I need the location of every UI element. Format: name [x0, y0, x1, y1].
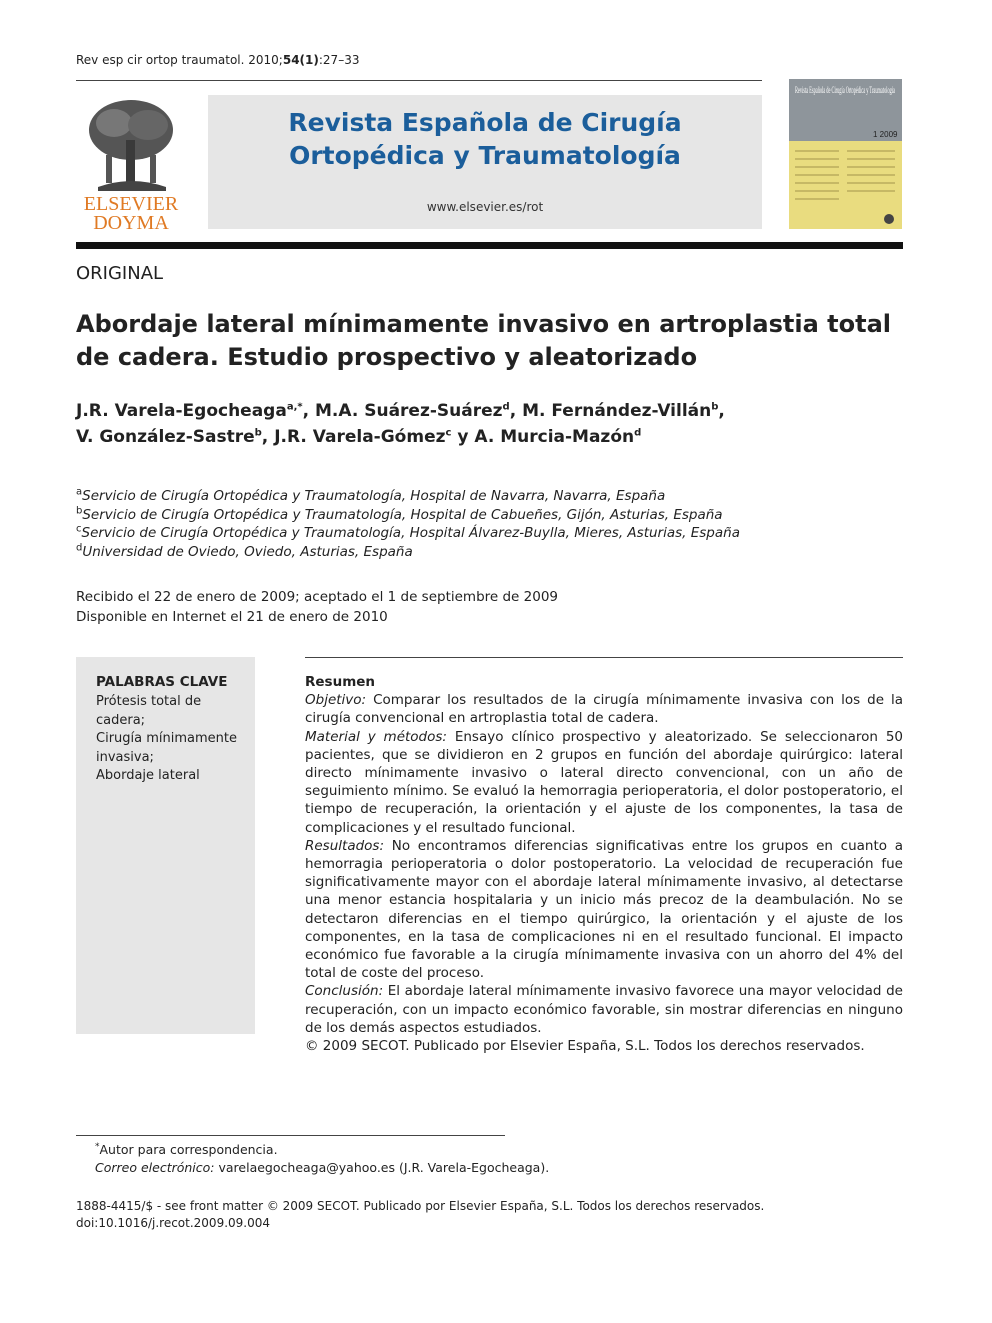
author-name: M. Fernández-Villán [522, 401, 712, 421]
author-name: J.R. Varela-Egocheaga [76, 401, 287, 421]
citation-volume: 54(1) [282, 53, 319, 67]
footnote-rule [76, 1135, 505, 1136]
doi-line[interactable]: doi:10.1016/j.recot.2009.09.004 [76, 1216, 271, 1230]
email-label: Correo electrónico: [95, 1160, 215, 1175]
author-affiliation-mark: b [711, 401, 719, 413]
objective-label: Objetivo: [305, 692, 367, 709]
affiliation-item [76, 487, 896, 506]
affiliation-mark: c [76, 523, 82, 535]
results-text: No encontramos diferencias significativas entre los grupos en cuanto a hemorragia perioperatoria o dolor postoperatorio. La velocidad de recuperación fue significativamente mayor con el abordaje lateral mínimamente invasivo, al detectarse una menor estancia hospitalaria y un inicio más precoz de la deambulación. No se detectaron diferencias en el tiempo quirúrgico, la orientación y el ajuste de los componentes, en la tasa de complicaciones ni en el resultado funcional. El impacto económico fue favorable a la cirugía mínimamente invasiva con un ahorro del 4% del total de coste del proceso. [305, 837, 903, 982]
cover-issue: 1 2009 [873, 130, 898, 139]
author-name: V. González-Sastre [76, 427, 255, 447]
corresponding-mark: * [95, 1141, 100, 1152]
logo-text-elsevier: ELSEVIER [83, 193, 179, 215]
results-label: Resultados: [305, 837, 385, 854]
corresponding-author-note [95, 1141, 549, 1159]
affiliation-mark: b [76, 505, 83, 516]
issn-line: 1888-4415/$ - see front matter © 2009 SECOT. Publicado por Elsevier España, S.L. Todos los derechos reservados. [76, 1199, 765, 1213]
affiliation-item [76, 524, 896, 543]
abstract-copyright: © 2009 SECOT. Publicado por Elsevier España, S.L. Todos los derechos reservados. [305, 1038, 865, 1055]
affiliation-text: Servicio de Cirugía Ortopédica y Traumatología, Hospital de Navarra, Navarra, España [82, 488, 666, 504]
affiliation-list [76, 487, 896, 561]
journal-title-line2: Ortopédica y Traumatología [289, 141, 681, 170]
journal-title-line1: Revista Española de Cirugía [288, 108, 682, 137]
author-affiliation-mark: a,* [286, 401, 303, 413]
keywords-title: PALABRAS CLAVE [96, 674, 228, 690]
author-affiliation-mark: c [445, 427, 452, 439]
article-title-line2: de cadera. Estudio prospectivo y aleatorizado [76, 343, 698, 371]
footnotes [95, 1141, 549, 1177]
author-list [76, 398, 896, 450]
author-separator: , [718, 401, 725, 421]
author-separator: y [451, 427, 475, 447]
keywords-list [96, 693, 246, 786]
author-separator: , [509, 401, 523, 421]
email-note [95, 1159, 549, 1177]
author-affiliation-mark: d [634, 427, 642, 439]
affiliation-item [76, 543, 896, 562]
elsevier-logo [76, 95, 186, 235]
journal-cover-thumbnail [789, 79, 902, 229]
abstract-conclusion [305, 982, 903, 1037]
abstract-methods [305, 728, 903, 837]
affiliation-text: Servicio de Cirugía Ortopédica y Traumatología, Hospital de Cabueñes, Gijón, Asturias, España [82, 506, 723, 523]
affiliation-text: Servicio de Cirugía Ortopédica y Traumatología, Hospital Álvarez-Buylla, Mieres, Asturias, España [81, 525, 740, 541]
header-rule [76, 80, 762, 81]
keyword-item: Cirugía mínimamente invasiva; [96, 731, 237, 765]
affiliation-item [76, 506, 896, 525]
methods-label: Material y métodos: [305, 728, 447, 745]
author-separator: , [302, 401, 315, 421]
author-name: M.A. Suárez-Suárez [315, 401, 503, 421]
affiliation-mark: a [76, 486, 83, 498]
header-thick-bar [76, 242, 903, 249]
author-separator: , [261, 427, 275, 447]
abstract-results [305, 837, 903, 983]
citation-journal: Rev esp cir ortop traumatol. 2010; [76, 53, 283, 67]
received-date: Recibido el 22 de enero de 2009; aceptado el 1 de septiembre de 2009 [76, 589, 559, 605]
article-dates [76, 587, 558, 627]
methods-text: Ensayo clínico prospectivo y aleatorizado. Se seleccionaron 50 pacientes, que se dividieron en 2 grupos en función del abordaje quirúrgico: lateral directo mínimamente invasivo o lateral directo convencional, con un año de seguimiento mínimo. Se evaluó la hemorragia perioperatoria, el dolor postoperatorio, el tiempo de recuperación, la orientación y el ajuste de los componentes, la tasa de complicaciones y el resultado funcional. [305, 728, 904, 836]
front-matter [76, 1198, 764, 1232]
article-title-line1: Abordaje lateral mínimamente invasivo en artroplastia total [76, 310, 892, 338]
citation-pages: :27–33 [318, 53, 360, 67]
corresponding-text: Autor para correspondencia. [99, 1142, 278, 1157]
logo-text-doyma: DOYMA [93, 212, 169, 234]
affiliation-mark: d [76, 542, 83, 553]
objective-text: Comparar los resultados de la cirugía mínimamente invasiva con los de la cirugía convencional en artroplastia total de cadera. [305, 692, 904, 727]
abstract [305, 673, 903, 1055]
keyword-item: Abordaje lateral [96, 768, 200, 783]
author-affiliation-mark: d [502, 401, 510, 413]
email-text[interactable]: varelaegocheaga@yahoo.es (J.R. Varela-Egocheaga). [218, 1160, 550, 1175]
author-name: A. Murcia-Mazón [474, 427, 635, 447]
available-date: Disponible en Internet el 21 de enero de 2010 [76, 609, 388, 625]
section-label: ORIGINAL [76, 263, 164, 284]
author-name: J.R. Varela-Gómez [274, 427, 446, 447]
author-affiliation-mark: b [254, 427, 262, 439]
abstract-rule [305, 657, 903, 658]
conclusion-text: El abordaje lateral mínimamente invasivo favorece una mayor velocidad de recuperación, con un impacto económico favorable, sin mostrar diferencias en ninguno de los demás aspectos estudiados. [305, 983, 903, 1036]
journal-url[interactable]: www.elsevier.es/rot [426, 200, 544, 214]
conclusion-label: Conclusión: [305, 983, 384, 1000]
article-title [76, 308, 896, 374]
cover-title: Revista Española de Cirugía Ortopédica y Traumatología [795, 85, 895, 95]
abstract-heading: Resumen [305, 674, 376, 690]
abstract-objective [305, 691, 903, 727]
citation-line [76, 53, 359, 67]
journal-title [208, 106, 762, 172]
keyword-item: Prótesis total de cadera; [96, 694, 202, 728]
affiliation-text: Universidad de Oviedo, Oviedo, Asturias, España [82, 543, 413, 560]
